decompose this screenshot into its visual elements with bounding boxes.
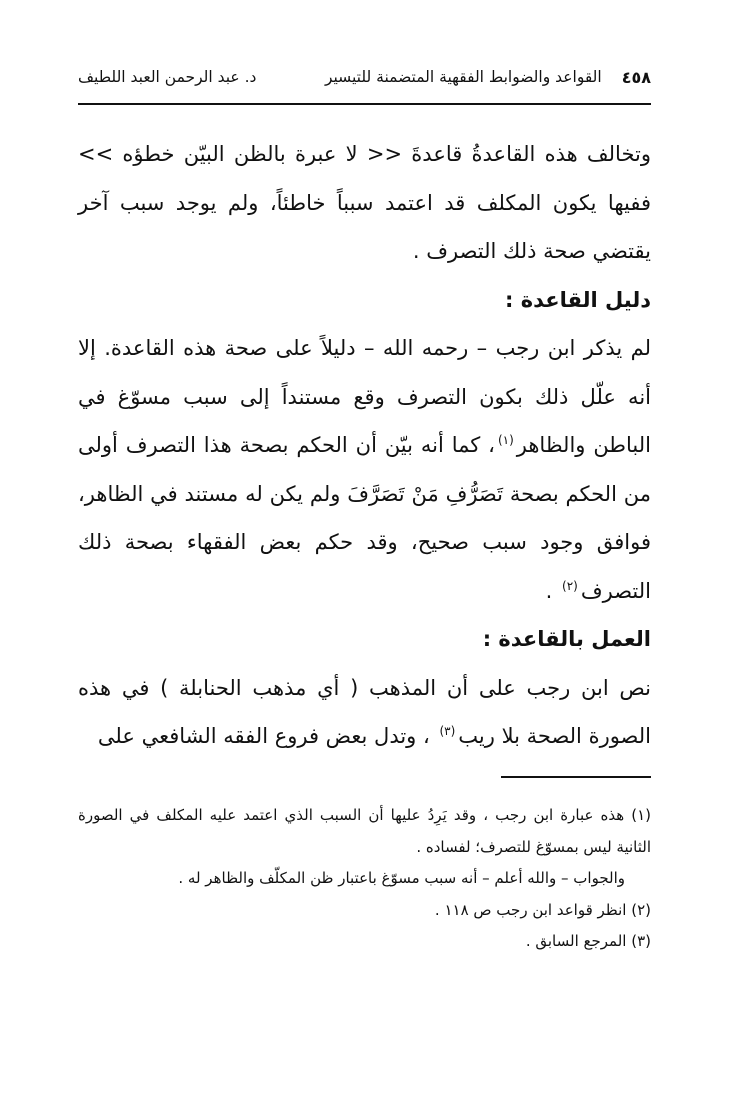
footnote-1: (١) هذه عبارة ابن رجب ، وقد يَرِدُ عليها أن السبب الذي اعتمد عليه المكلف في الصورة الثانية ليس بمسوّغ للتصرف؛ لفساده . (78, 806, 651, 856)
footnote-separator (501, 776, 651, 778)
paragraph-contrast: وتخالف هذه القاعدةُ قاعدةَ << لا عبرة بالظن البيّن خطؤه >> ففيها يكون المكلف قد اعتمد سبباً خاطئاً، ولم يوجد سبب آخر يقتضي صحة ذلك التصرف . (78, 142, 651, 263)
main-text (78, 130, 651, 761)
paragraph-evidence-end: . (545, 578, 553, 603)
page-number: ٤٥٨ (621, 67, 651, 87)
paragraph-application-text-1: نص ابن رجب على أن المذهب ( أي مذهب الحنابلة ) في هذه الصورة الصحة بلا ريب (78, 675, 651, 748)
header-rule (78, 103, 651, 105)
footnote-2: (٢) انظر قواعد ابن رجب ص ١١٨ . (434, 900, 651, 919)
footnote-ref-1: (١) (497, 433, 514, 447)
paragraph-application-text-2: ، وتدل بعض فروع الفقه الشافعي على (97, 724, 430, 748)
footnote-3: (٣) المرجع السابق . (525, 932, 651, 950)
footnote-1-continuation: والجواب – والله أعلم – أنه سبب مسوّغ باعتبار ظن المكلّف والظاهر له . (178, 869, 625, 887)
author-name: د. عبد الرحمن العبد اللطيف (78, 68, 257, 86)
paragraph-evidence-text-2: ، كما أنه بيّن أن الحكم بصحة هذا التصرف أولى من الحكم بصحة تَصَرُّفِ مَنْ تَصَرَّفَ ولم يكن له مستند في الظاهر، فوافق وجود سبب صحيح، وقد حكم بعض الفقهاء بصحة ذلك التصرف (78, 433, 651, 603)
heading-application: العمل بالقاعدة : (482, 627, 651, 651)
paragraph-evidence-text-1: لم يذكر ابن رجب – رحمه الله – دليلاً على صحة هذه القاعدة. إلا أنه علّل ذلك بكون التصرف وقع مستنداً إلى سبب مسوّغ في الباطن والظاهر (78, 336, 651, 457)
header-title-group (325, 68, 651, 87)
paragraph-application (78, 664, 651, 761)
footnotes (78, 800, 651, 958)
paragraph-evidence (78, 324, 651, 615)
footnote-ref-2: (٢) (562, 578, 578, 593)
heading-evidence: دليل القاعدة : (505, 287, 651, 312)
footnote-ref-3: (٣) (439, 724, 456, 738)
book-title: القواعد والضوابط الفقهية المتضمنة للتيسير (324, 68, 602, 86)
running-header (78, 62, 651, 92)
